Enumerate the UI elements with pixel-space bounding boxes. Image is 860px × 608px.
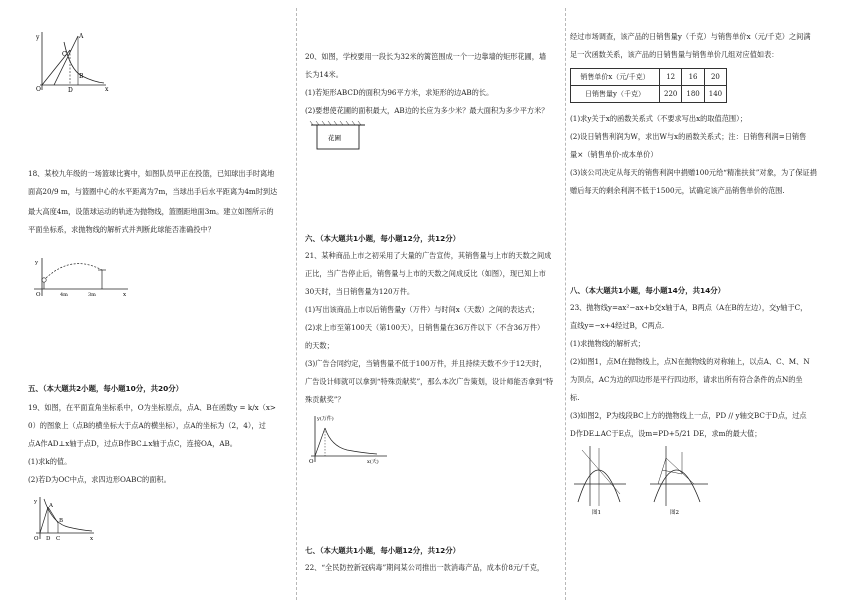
fig18-origin-label: O: [36, 292, 41, 298]
question-20-line-4: (2)要想使花圃的面积最大，AB边的长应为多少米？最大面积为多少平方米？: [305, 106, 549, 115]
table-cell: 20: [704, 69, 726, 86]
question-22-cont-line-1: 经过市场调查，该产品的日销售量y（千克）与销售单价x（元/千克）之间满: [570, 32, 811, 41]
figure-question-19: [32, 495, 96, 541]
fig21-y-label: y(万件): [317, 416, 334, 422]
section-5-heading: 五、（本大题共2小题，每小题10分，共20分）: [28, 384, 184, 393]
question-19-line-2: 0）的图象上（点B的横坐标大于点A的横坐标），点A的坐标为（2，4），过: [28, 421, 266, 430]
column-divider: [296, 8, 297, 600]
question-23-line-4: (2)如图1，点M在抛物线上，点N在抛物线的对称轴上，以点A、C、M、N: [570, 357, 810, 366]
figure-top-graph: [34, 30, 110, 92]
fig0-x-label: x: [105, 86, 109, 92]
question-23-line-2: 直线y=−x+4经过B，C两点.: [570, 321, 665, 330]
table-row: [571, 69, 727, 86]
question-18-line-3: 最大高度4m，设篮球运动的轨迹为抛物线，篮圈距地面3m。建立如图所示的: [28, 207, 274, 216]
fig0-point-b: B: [79, 73, 84, 80]
question-21-line-7: (3)广告合同约定，当销售量不低于100万件，并且持续天数不少于12天时，: [305, 359, 547, 368]
figure-garden: [309, 120, 367, 154]
figure-question-23-2: [648, 444, 710, 516]
question-22-part-3b: 赠后每天的剩余利润不低于1500元，试确定该产品销售单价的范围.: [570, 186, 785, 195]
figure-question-23-1: [572, 444, 628, 516]
question-22-line-1: 22、“全民防控新冠病毒”期间某公司推出一款消毒产品，成本价8元/千克，: [305, 563, 545, 572]
fig18-height-label: 3m: [88, 292, 96, 298]
fig19-point-b: B: [59, 518, 64, 524]
fig19-point-a: A: [49, 503, 53, 509]
question-22-part-2b: 量×（销售单价-成本单价）: [570, 150, 658, 159]
fig0-point-a: A: [79, 33, 84, 40]
fig21-origin-label: O: [309, 459, 314, 464]
question-21-line-6: 的天数；: [305, 341, 334, 350]
table-cell: 12: [660, 69, 682, 86]
column-divider: [565, 8, 566, 600]
question-21-line-1: 21、某种商品上市之初采用了大量的广告宣传，其销售量与上市的天数之间成: [305, 251, 552, 260]
fig23-caption-2: 图2: [670, 510, 679, 516]
question-20-line-2: 长为14米。: [305, 70, 343, 79]
table-cell: 销售单价x（元/千克）: [571, 69, 660, 86]
table-cell: 140: [704, 86, 726, 103]
question-19-line-5: (2)若D为OC中点，求四边形OABC的面积。: [28, 475, 171, 484]
question-21-line-8: 广告设计师就可以拿到“特殊贡献奖”，那么本次广告策划，设计师能否拿到“特: [305, 377, 554, 386]
question-23-line-1: 23、抛物线y=ax²−ax+b交x轴于A，B两点（A在B的左边），交y轴于C，: [570, 303, 808, 312]
question-18-line-1: 18、某校九年级的一场篮球比赛中，如图队员甲正在投篮，已知球出手时离地: [28, 169, 275, 178]
fig18-x-label: x: [123, 292, 127, 298]
fig20-garden-label: 花圃: [328, 134, 341, 142]
question-21-line-9: 殊贡献奖”？: [305, 395, 345, 404]
table-cell: 16: [682, 69, 704, 86]
fig19-y-label: y: [34, 499, 38, 505]
price-sales-table: [570, 68, 727, 103]
section-7-heading: 七、（本大题共1小题，每小题12分，共12分）: [305, 546, 461, 555]
question-22-part-1: (1)求y关于x的函数关系式（不要求写出x的取值范围）；: [570, 114, 747, 123]
question-23-line-6: 标.: [570, 393, 580, 402]
question-19-line-3: 点A作AD⊥x轴于点D，过点B作BC⊥x轴于点C，连接OA，AB。: [28, 439, 237, 448]
fig19-origin-label: O: [34, 536, 39, 541]
fig19-point-c: C: [56, 536, 61, 541]
fig0-point-d: D: [68, 87, 73, 92]
section-8-heading: 八、（本大题共1小题，每小题14分，共14分）: [570, 286, 726, 295]
section-6-heading: 六、（本大题共1小题，每小题12分，共12分）: [305, 234, 461, 243]
figure-question-21: [307, 412, 391, 464]
question-20-line-1: 20、如图，学校要用一段长为32米的篱笆围成一个一边靠墙的矩形花圃，墙: [305, 52, 547, 61]
fig18-y-label: y: [35, 260, 39, 266]
fig18-distance-label: 4m: [60, 292, 68, 298]
table-cell: 220: [660, 86, 682, 103]
table-row: [571, 86, 727, 103]
fig0-point-c: C: [62, 51, 67, 58]
question-22-part-3: (3)该公司决定从每天的销售利润中捐赠100元给“精准扶贫”对象，为了保证捐: [570, 168, 817, 177]
question-21-line-2: 正比，当广告停止后，销售量与上市的天数之间成反比（如图），现已知上市: [305, 269, 546, 278]
question-23-line-8: D作DE⊥AC于E点，设m=PD+5/21 DE，求m的最大值；: [570, 429, 762, 438]
question-22-cont-line-2: 足一次函数关系，该产品的日销售量与销售单价几组对应值如表：: [570, 50, 779, 59]
fig21-x-label: x(天): [367, 459, 379, 464]
fig23-caption-1: 图1: [592, 510, 601, 516]
fig0-y-label: y: [36, 34, 40, 41]
question-20-line-3: (1)若矩形ABCD的面积为96平方米，求矩形的边AB的长。: [305, 88, 494, 97]
question-23-line-3: (1)求抛物线的解析式；: [570, 339, 645, 348]
fig19-point-d: D: [46, 536, 51, 541]
question-23-line-5: 为顶点，AC为边的四边形是平行四边形，请求出所有符合条件的点N的坐: [570, 375, 803, 384]
question-21-line-4: (1)写出该商品上市以后销售量y（万件）与时间x（天数）之间的表达式；: [305, 305, 539, 314]
question-22-part-2: (2)设日销售利润为W，求出W与x的函数关系式；注：日销售利润=日销售: [570, 132, 807, 141]
question-21-line-3: 30天时，当日销售量为120万件。: [305, 287, 415, 296]
fig0-origin-label: O: [36, 86, 41, 92]
question-18-line-2: 面高20/9 m，与篮圈中心的水平距离为7m，当球出手后水平距离为4m时到达: [28, 187, 278, 196]
question-23-line-7: (3)如图2，P为线段BC上方的抛物线上一点，PD // y轴交BC于D点，过点: [570, 411, 807, 420]
question-19-line-4: (1)求k的值。: [28, 457, 72, 466]
figure-basketball: [32, 256, 132, 298]
question-21-line-5: (2)求上市至第100天（第100天），日销售量在36万件以下（不含36万件）: [305, 323, 545, 332]
question-18-line-4: 平面坐标系，求抛物线的解析式并判断此球能否准确投中？: [28, 225, 215, 234]
fig19-x-label: x: [90, 536, 94, 541]
question-19-line-1: 19、如图，在平面直角坐标系中，O为坐标原点，点A、B在函数y = k/x（x>: [28, 403, 276, 412]
table-cell: 日销售量y（千克）: [571, 86, 660, 103]
table-cell: 180: [682, 86, 704, 103]
